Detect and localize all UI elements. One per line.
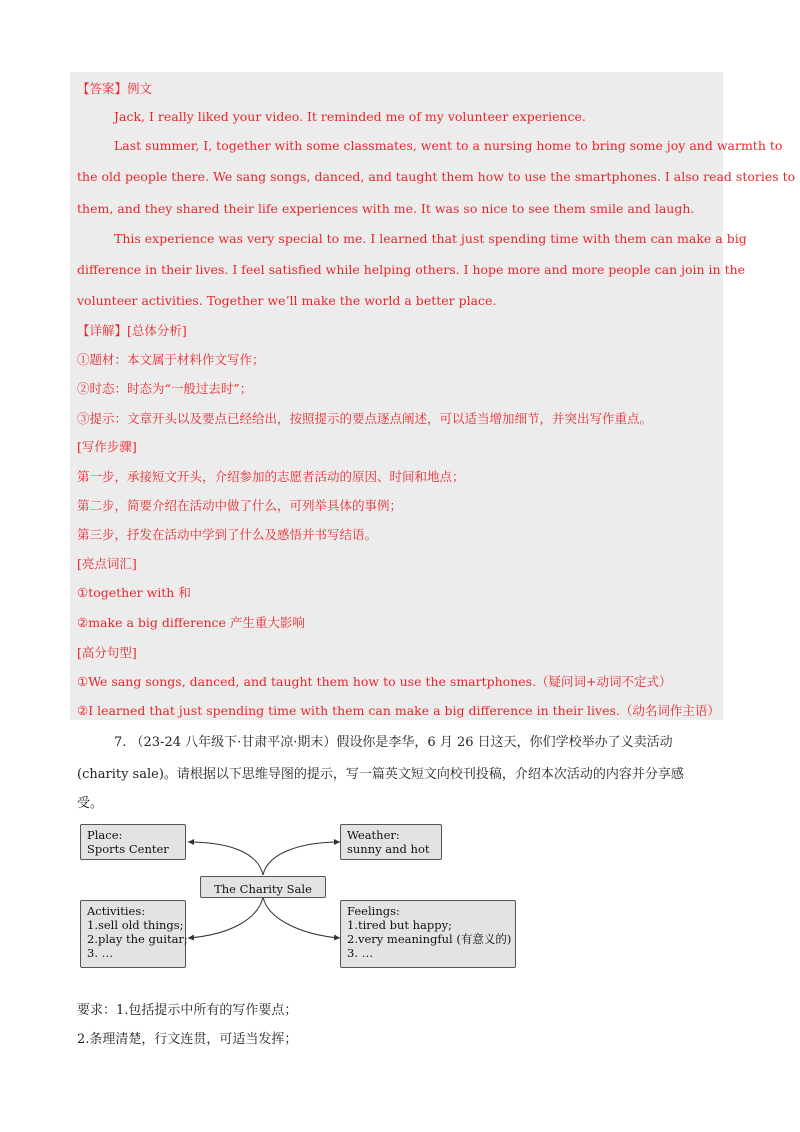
requirement-line: 2.条理清楚，行文连贯，可适当发挥； <box>77 1032 298 1047</box>
step-item: 第三步，抒发在活动中学到了什么及感悟并书写结语。 <box>77 527 378 542</box>
arrow-to-place <box>188 842 263 875</box>
vocab-item: ①together with 和 <box>77 585 191 600</box>
essay-line: Last summer, I, together with some classmates, went to a nursing home to bring some joy and warmth to <box>114 138 783 153</box>
weather-value: sunny and hot <box>347 842 430 856</box>
feeling-item: 3. … <box>347 946 374 960</box>
feelings-node <box>340 900 516 968</box>
question-line: 7. （23-24 八年级下·甘肃平凉·期末）假设你是李华，6 月 26 日这天，你们学校举办了义卖活动 <box>114 735 673 750</box>
activities-label: Activities: <box>87 904 146 918</box>
feelings-label: Feelings: <box>347 904 400 918</box>
steps-header: [写作步骤] <box>77 439 137 454</box>
place-label: Place: <box>87 828 123 842</box>
feeling-item: 1.tired but happy; <box>347 918 452 932</box>
activity-item: 1.sell old things; <box>87 918 184 932</box>
essay-line: Jack, I really liked your video. It reminded me of my volunteer experience. <box>114 109 586 124</box>
sentence-item: ②I learned that just spending time with them can make a big difference in their lives.（动名词作主语） <box>77 703 720 718</box>
essay-line: difference in their lives. I feel satisfied while helping others. I hope more and more people can join in the <box>77 262 746 277</box>
question-line: 受。 <box>77 796 104 811</box>
place-value: Sports Center <box>87 842 169 856</box>
sentences-header: [高分句型] <box>77 645 137 660</box>
arrow-to-weather <box>263 842 340 875</box>
essay-line: This experience was very special to me. I learned that just spending time with them can make a big <box>114 231 747 246</box>
vocab-header: [亮点词汇] <box>77 556 137 571</box>
essay-line: volunteer activities. Together we’ll make the world a better place. <box>77 293 497 308</box>
step-item: 第一步，承接短文开头，介绍参加的志愿者活动的原因、时间和地点； <box>77 469 465 484</box>
arrow-to-activities <box>188 897 263 938</box>
arrow-to-feelings <box>263 897 340 938</box>
analysis-header: 【详解】[总体分析] <box>77 323 187 338</box>
activities-node <box>80 900 186 968</box>
activity-item: 3. … <box>87 946 114 960</box>
step-item: 第二步，简要介绍在活动中做了什么，可列举具体的事例； <box>77 498 403 513</box>
analysis-item: ①题材：本文属于材料作文写作； <box>77 352 265 367</box>
center-node: The Charity Sale <box>200 876 326 898</box>
weather-node <box>340 824 442 860</box>
place-node <box>80 824 186 860</box>
weather-label: Weather: <box>347 828 400 842</box>
essay-line: them, and they shared their life experiences with me. It was so nice to see them smile and laugh. <box>77 201 695 216</box>
sentence-item: ①We sang songs, danced, and taught them how to use the smartphones.（疑问词+动词不定式） <box>77 674 672 689</box>
activity-item: 2.play the guitar; <box>87 932 188 946</box>
answer-header: 【答案】例文 <box>77 81 153 96</box>
essay-line: the old people there. We sang songs, danced, and taught them how to use the smartphones. I also read stories to <box>77 169 796 184</box>
feeling-item: 2.very meaningful (有意义的) <box>347 932 512 946</box>
analysis-item: ③提示：文章开头以及要点已经给出，按照提示的要点逐点阐述，可以适当增加细节，并突出写作重点。 <box>77 411 653 426</box>
analysis-item: ②时态：时态为“一般过去时”； <box>77 381 253 396</box>
requirement-line: 要求：1.包括提示中所有的写作要点； <box>77 1003 298 1018</box>
vocab-item: ②make a big difference 产生重大影响 <box>77 615 305 630</box>
question-line: (charity sale)。请根据以下思维导图的提示，写一篇英文短文向校刊投稿，介绍本次活动的内容并分享感 <box>77 767 684 782</box>
